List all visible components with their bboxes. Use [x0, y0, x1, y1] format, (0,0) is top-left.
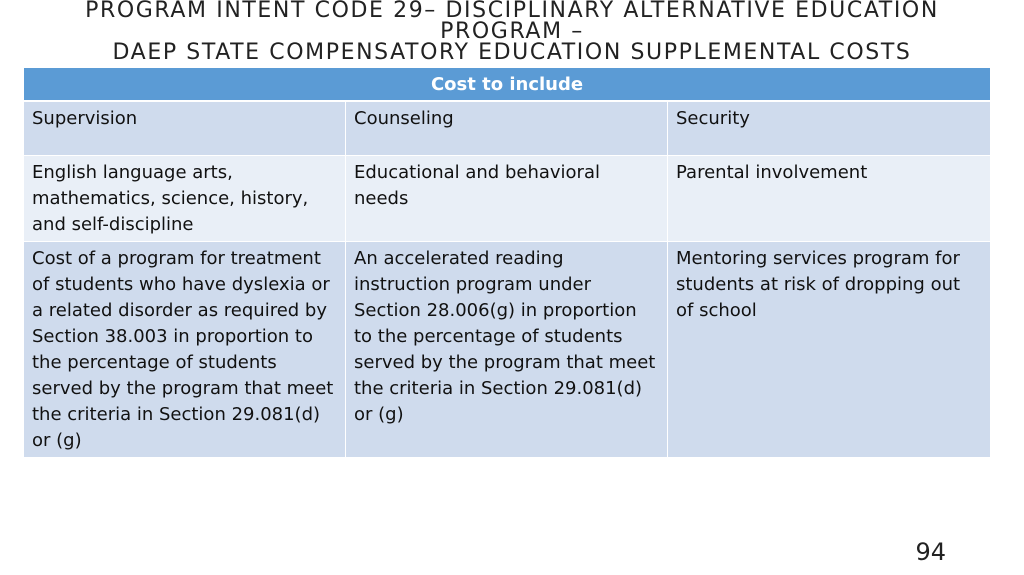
- table-cell: Supervision: [24, 102, 346, 156]
- slide-title: [0, 0, 1024, 65]
- table-cell: Counseling: [346, 102, 668, 156]
- table-cell: Educational and behavioral needs: [346, 156, 668, 242]
- table-row: [24, 242, 990, 458]
- table-cell: English language arts, mathematics, science, history, and self-discipline: [24, 156, 346, 242]
- table-cell: Security: [668, 102, 990, 156]
- table-cell: Cost of a program for treatment of students who have dyslexia or a related disorder as required by Section 38.003 in proportion to the percentage of students served by the program that meet the criteria in Section 29.081(d) or (g): [24, 242, 346, 458]
- title-line-3: DAEP STATE COMPENSATORY EDUCATION SUPPLEMENTAL COSTS: [112, 40, 912, 65]
- table-header: Cost to include: [24, 68, 990, 102]
- table-cell: Parental involvement: [668, 156, 990, 242]
- title-line-2: PROGRAM –: [440, 19, 584, 44]
- cost-table: [24, 68, 990, 458]
- table-cell: An accelerated reading instruction program under Section 28.006(g) in proportion to the percentage of students served by the program that meet the criteria in Section 29.081(d) or (g): [346, 242, 668, 458]
- page-number: 94: [915, 538, 946, 566]
- title-line-1: PROGRAM INTENT CODE 29– DISCIPLINARY ALTERNATIVE EDUCATION: [85, 0, 939, 23]
- table-row: [24, 102, 990, 156]
- table-header-row: [24, 68, 990, 102]
- table-cell: Mentoring services program for students at risk of dropping out of school: [668, 242, 990, 458]
- table-row: [24, 156, 990, 242]
